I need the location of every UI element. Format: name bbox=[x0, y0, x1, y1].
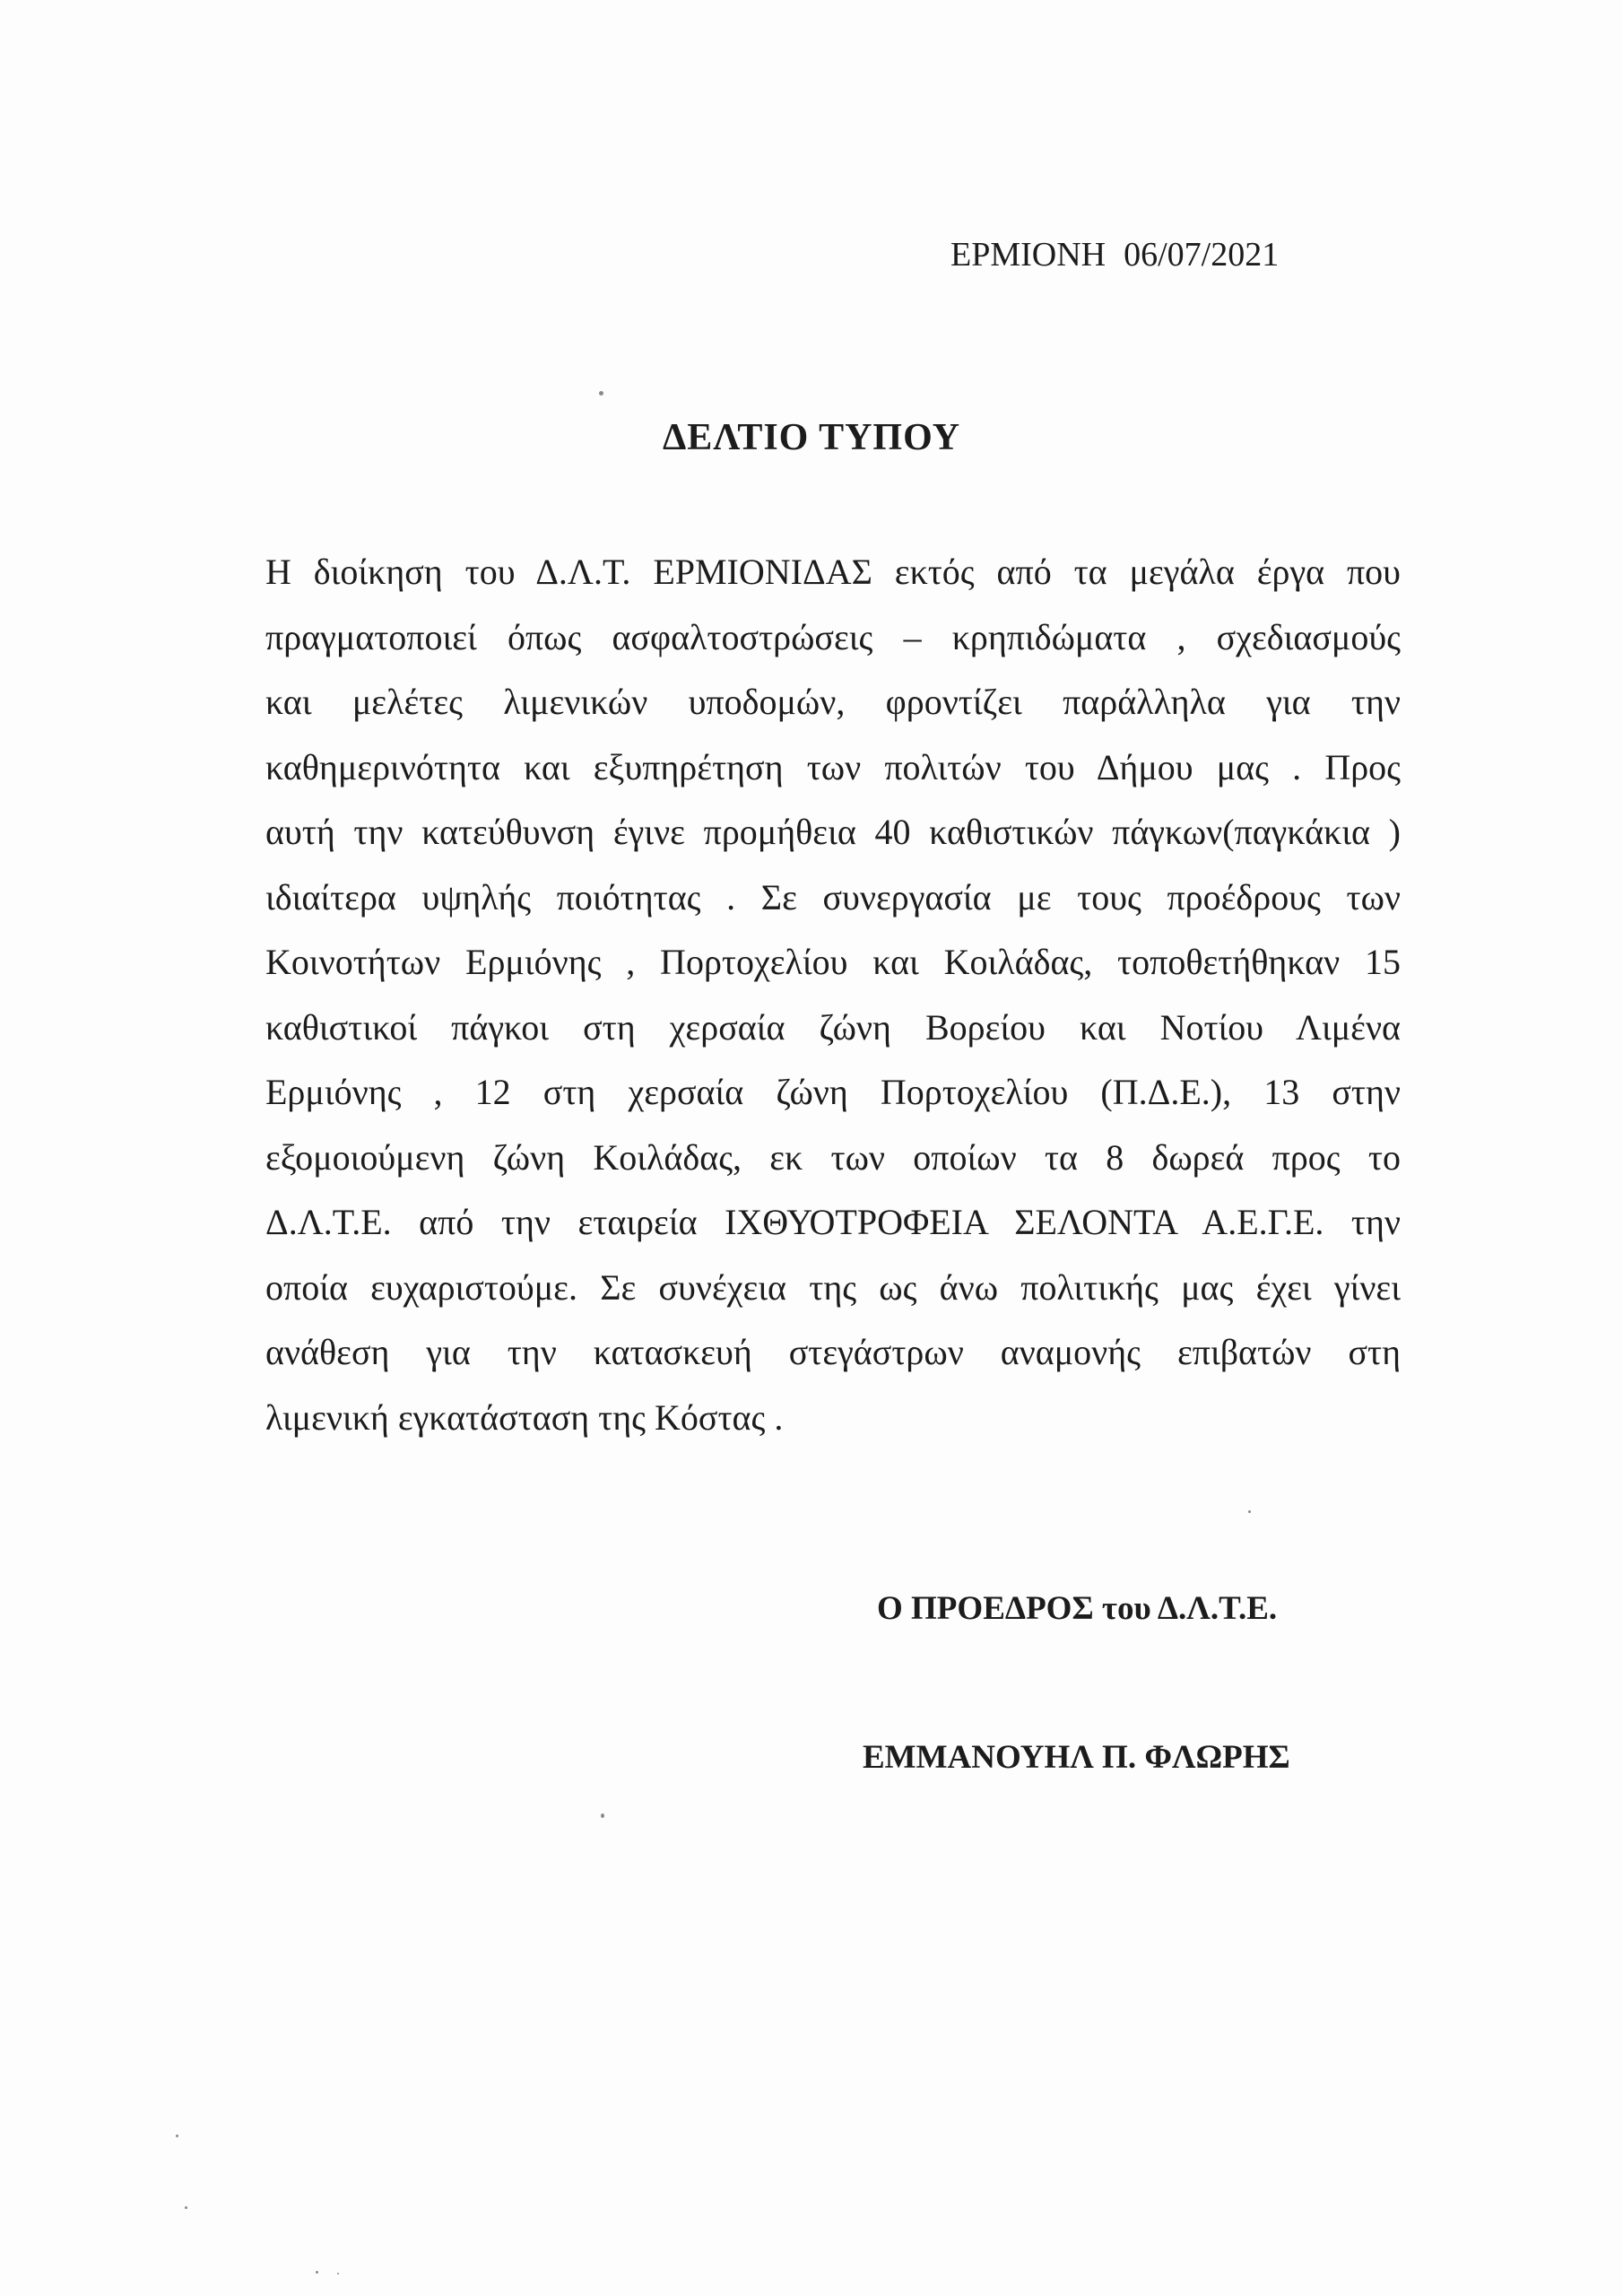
body-line: πραγματοποιεί όπως ασφαλτοστρώσεις – κρηπιδώματα , σχεδιασμούς bbox=[265, 616, 1401, 657]
body-line: Δ.Λ.Τ.Ε. από την εταιρεία ΙΧΘΥΟΤΡΟΦΕΙΑ ΣΕΛΟΝΤΑ Α.Ε.Γ.Ε. την bbox=[265, 1202, 1401, 1242]
body-line: Κοινοτήτων Ερμιόνης , Πορτοχελίου και Κοιλάδας, τοποθετήθηκαν 15 bbox=[265, 942, 1401, 982]
body-line: οποία ευχαριστούμε. Σε συνέχεια της ως άνω πολιτικής μας έχει γίνει bbox=[265, 1266, 1401, 1308]
scan-speck bbox=[176, 2135, 178, 2137]
scan-speck bbox=[316, 2271, 318, 2274]
body-line: ανάθεση για την κατασκευή στεγάστρων αναμονής επιβατών στη bbox=[265, 1332, 1401, 1372]
body-paragraph bbox=[265, 540, 1401, 1450]
body-line: Η διοίκηση του Δ.Λ.Τ. ΕΡΜΙΟΝΙΔΑΣ εκτός από τα μεγάλα έργα που bbox=[265, 552, 1401, 592]
scan-speck bbox=[337, 2273, 339, 2274]
signature-role: Ο ΠΡΟΕΔΡΟΣ του Δ.Λ.Τ.Ε. bbox=[877, 1590, 1278, 1627]
scan-speck bbox=[601, 1813, 604, 1818]
body-line: λιμενική εγκατάσταση της Κόστας . bbox=[265, 1396, 784, 1438]
body-line: ιδιαίτερα υψηλής ποιότητας . Σε συνεργασία με τους προέδρους των bbox=[265, 876, 1401, 918]
scan-speck bbox=[599, 391, 603, 396]
document-title: ΔΕΛΤΙΟ ΤΥΠΟΥ bbox=[662, 417, 961, 458]
place: ΕΡΜΙΟΝΗ bbox=[950, 236, 1107, 274]
body-line: εξομοιούμενη ζώνη Κοιλάδας, εκ των οποίων τα 8 δωρεά προς το bbox=[265, 1136, 1401, 1178]
place-date-line bbox=[950, 235, 1279, 274]
scan-speck bbox=[185, 2206, 187, 2209]
body-line: καθιστικοί πάγκοι στη χερσαία ζώνη Βορείου και Νοτίου Λιμένα bbox=[265, 1006, 1401, 1048]
body-line: και μελέτες λιμενικών υποδομών, φροντίζει παράλληλα για την bbox=[265, 682, 1401, 722]
body-line: Ερμιόνης , 12 στη χερσαία ζώνη Πορτοχελίου (Π.Δ.Ε.), 13 στην bbox=[265, 1072, 1401, 1112]
scan-speck bbox=[1248, 1510, 1251, 1513]
signature-name: ΕΜΜΑΝΟΥΗΛ Π. ΦΛΩΡΗΣ bbox=[863, 1739, 1290, 1776]
body-line: αυτή την κατεύθυνση έγινε προμήθεια 40 καθιστικών πάγκων(παγκάκια ) bbox=[265, 812, 1401, 852]
date: 06/07/2021 bbox=[1124, 236, 1280, 274]
body-line: καθημερινότητα και εξυπηρέτηση των πολιτών του Δήμου μας . Προς bbox=[265, 746, 1401, 787]
